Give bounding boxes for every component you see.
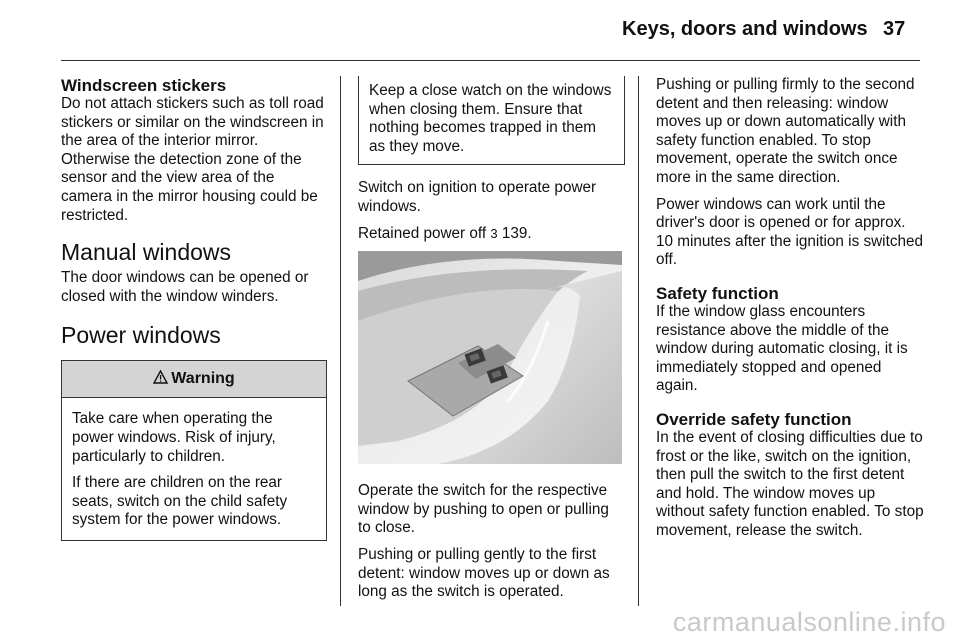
column-1 xyxy=(61,76,327,541)
firm-push-text: Pushing or pulling firmly to the second detent and then releasing: window moves up or down automatically with safety function enabled. To stop movement, operate the switch once more in the same direction. xyxy=(656,76,915,186)
safety-function-heading: Safety function xyxy=(656,283,779,303)
retained-power-text xyxy=(358,225,625,244)
power-windows-duration-text: Power windows can work until the driver's door is opened or for approx. 10 minutes after the ignition is switched off. xyxy=(656,195,923,269)
column-divider-1 xyxy=(340,76,341,606)
power-window-switch-photo xyxy=(358,251,622,464)
operate-switch-text: Operate the switch for the respective window by pushing to open or pulling to close. xyxy=(358,482,609,537)
warning-continuation-text: Keep a close watch on the windows when closing them. Ensure that nothing becomes trapped in them as they move. xyxy=(369,82,612,155)
warning-text-1: Take care when operating the power windows. Risk of injury, particularly to children. xyxy=(72,410,276,465)
windscreen-stickers-text: Do not attach stickers such as toll road stickers or similar on the windscreen in the area of the interior mirror. Otherwise the detection zone of the sensor and the view area of the camera in the mirror housing could be restricted. xyxy=(61,95,324,224)
column-divider-2 xyxy=(638,76,639,606)
gentle-push-text: Pushing or pulling gently to the first detent: window moves up or down as long as the switch is operated. xyxy=(358,545,610,601)
warning-continuation-box xyxy=(358,76,625,165)
manual-windows-text: The door windows can be opened or closed with the window winders. xyxy=(61,269,309,305)
power-windows-heading: Power windows xyxy=(61,322,221,349)
manual-windows-heading: Manual windows xyxy=(61,239,232,266)
override-safety-text: In the event of closing difficulties due to frost or the like, switch on the ignition, then pull the switch to the first detent and hold. The window moves up without safety function enabled. To stop movement, release the switch. xyxy=(656,428,924,539)
warning-text-2: If there are children on the rear seats, switch on the child safety system for the power windows. xyxy=(72,474,288,529)
watermark: carmanualsonline.info xyxy=(672,607,946,637)
warning-header xyxy=(62,361,326,398)
header-rule xyxy=(61,60,920,61)
page-reference-icon: 3 xyxy=(490,225,498,241)
warning-box xyxy=(61,360,327,541)
column-2 xyxy=(358,76,625,610)
safety-function-text: If the window glass encounters resistance above the middle of the window during automatic closing, it is immediately stopped and opened again. xyxy=(656,302,908,395)
page-number: 37 xyxy=(883,18,906,40)
override-safety-heading: Override safety function xyxy=(656,409,852,429)
retained-power-page: 139. xyxy=(501,224,532,242)
retained-power-label: Retained power off xyxy=(358,224,487,242)
windscreen-stickers-heading: Windscreen stickers xyxy=(61,76,227,95)
warning-triangle-icon xyxy=(153,370,168,389)
warning-label: Warning xyxy=(171,370,235,388)
chapter-title: Keys, doors and windows xyxy=(622,18,868,40)
column-3 xyxy=(656,76,926,548)
ignition-text: Switch on ignition to operate power windows. xyxy=(358,179,597,215)
